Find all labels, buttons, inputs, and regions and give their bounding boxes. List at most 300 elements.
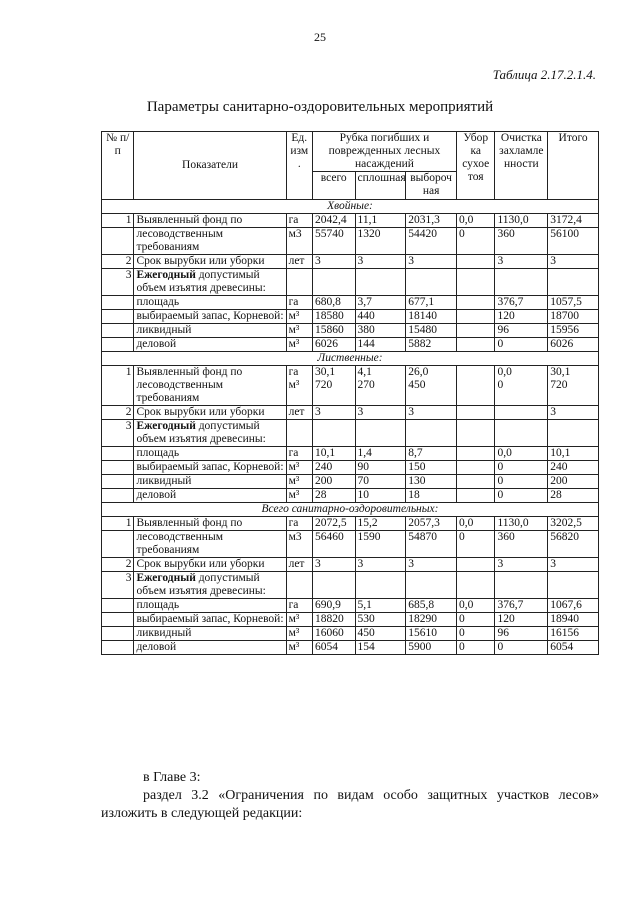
row-indicator bbox=[134, 558, 286, 572]
table-row bbox=[102, 572, 599, 599]
cell-value: 3 bbox=[357, 558, 364, 570]
row-indicator bbox=[134, 517, 286, 531]
value-cell bbox=[456, 406, 495, 420]
value-cell bbox=[406, 489, 457, 503]
value-cell bbox=[548, 641, 599, 655]
cell-value: 0 bbox=[497, 338, 504, 350]
row-indicator bbox=[134, 338, 286, 352]
value-cell bbox=[312, 324, 355, 338]
cell-value: 240 bbox=[314, 461, 333, 473]
cell-value: 376,7 bbox=[497, 296, 524, 308]
value-cell bbox=[548, 613, 599, 627]
unit-value: м³ bbox=[288, 338, 300, 350]
row-number bbox=[102, 461, 134, 475]
value-cell bbox=[355, 461, 406, 475]
table-row bbox=[102, 627, 599, 641]
cell-value: 6026 bbox=[314, 338, 338, 350]
cell-value: 5,1 bbox=[357, 599, 372, 611]
indicator-text: допустимый объем изъятия древесины: bbox=[136, 572, 266, 597]
unit-value: м³ bbox=[288, 641, 300, 653]
indicator-text: деловой bbox=[136, 338, 177, 350]
unit-value: м3 bbox=[288, 228, 302, 240]
cell-value: 0 bbox=[497, 489, 504, 501]
value-cell bbox=[456, 558, 495, 572]
value-cell bbox=[548, 420, 599, 447]
cell-value: 96 bbox=[497, 324, 509, 336]
unit-value: м³ bbox=[288, 613, 300, 625]
row-number bbox=[102, 475, 134, 489]
cell-value: 0,0 bbox=[497, 447, 512, 459]
cell-value: 3 bbox=[408, 255, 414, 267]
table-row bbox=[102, 324, 599, 338]
cell-value: 200 bbox=[550, 475, 568, 487]
cell-value: 2031,3 bbox=[408, 214, 440, 226]
row-indicator bbox=[134, 228, 286, 255]
value-cell bbox=[355, 572, 406, 599]
col-header-num: № п/п bbox=[102, 132, 134, 200]
value-cell bbox=[548, 447, 599, 461]
table-row bbox=[102, 366, 599, 406]
table-row bbox=[102, 214, 599, 228]
value-cell bbox=[548, 366, 599, 406]
value-cell bbox=[312, 572, 355, 599]
value-cell bbox=[495, 228, 548, 255]
value-cell bbox=[495, 572, 548, 599]
value-cell bbox=[456, 310, 495, 324]
value-cell bbox=[456, 489, 495, 503]
cell-value: 360 bbox=[497, 531, 515, 543]
row-unit bbox=[286, 366, 312, 406]
table-row bbox=[102, 517, 599, 531]
indicator-text: Выявленный фонд по bbox=[136, 517, 243, 529]
cell-value: 18700 bbox=[550, 310, 579, 322]
value-cell bbox=[456, 420, 495, 447]
value-cell bbox=[406, 558, 457, 572]
row-indicator bbox=[134, 420, 286, 447]
value-cell bbox=[406, 531, 457, 558]
value-cell bbox=[456, 324, 495, 338]
cell-value: 6054 bbox=[314, 641, 338, 653]
value-cell bbox=[355, 406, 406, 420]
cell-value: 0 bbox=[497, 641, 504, 653]
value-cell bbox=[456, 447, 495, 461]
row-unit bbox=[286, 214, 312, 228]
section-row bbox=[102, 503, 599, 517]
cell-value: 18580 bbox=[314, 310, 344, 322]
value-cell bbox=[406, 324, 457, 338]
value-cell bbox=[355, 366, 406, 406]
col-header-indicator: Показатели bbox=[134, 132, 286, 200]
cell-value: 1130,0 bbox=[497, 517, 529, 529]
row-unit bbox=[286, 475, 312, 489]
cell-value: 28 bbox=[314, 489, 327, 501]
table-row bbox=[102, 489, 599, 503]
value-cell bbox=[548, 296, 599, 310]
row-number bbox=[102, 489, 134, 503]
value-cell bbox=[355, 489, 406, 503]
cell-value: 16156 bbox=[550, 627, 579, 639]
value-cell bbox=[495, 296, 548, 310]
cell-value: 18940 bbox=[550, 613, 579, 625]
unit-value: лет bbox=[288, 406, 305, 418]
cell-value: 3 bbox=[497, 558, 504, 570]
cell-value: 1,4 bbox=[357, 447, 372, 459]
row-unit bbox=[286, 599, 312, 613]
cell-value: 2072,5 bbox=[314, 517, 347, 529]
cell-value: 15,2 bbox=[357, 517, 378, 529]
value-cell bbox=[495, 255, 548, 269]
row-unit bbox=[286, 255, 312, 269]
cell-value: 685,8 bbox=[408, 599, 435, 611]
value-cell bbox=[406, 406, 457, 420]
indicator-text: Выявленный фонд по bbox=[136, 214, 243, 226]
unit-value: м³ bbox=[288, 489, 300, 501]
row-unit bbox=[286, 324, 312, 338]
value-cell bbox=[406, 310, 457, 324]
value-cell bbox=[548, 214, 599, 228]
table-row bbox=[102, 296, 599, 310]
cell-value: 0,0 bbox=[458, 214, 474, 226]
unit-value: лет bbox=[288, 558, 305, 570]
cell-value: 530 bbox=[357, 613, 375, 625]
indicator-text: ликвидный bbox=[136, 324, 192, 336]
value-cell bbox=[312, 296, 355, 310]
row-number bbox=[102, 599, 134, 613]
value-cell bbox=[406, 461, 457, 475]
cell-value: 440 bbox=[357, 310, 375, 322]
col-header-total: всего bbox=[312, 172, 355, 200]
cell-value: 5882 bbox=[408, 338, 432, 350]
col-header-unit: Ед. изм . bbox=[286, 132, 312, 200]
value-cell bbox=[456, 228, 495, 255]
cell-value: 5900 bbox=[408, 641, 432, 653]
indicator-bold: Ежегодный bbox=[136, 572, 196, 584]
value-cell bbox=[312, 420, 355, 447]
value-cell bbox=[548, 517, 599, 531]
value-cell bbox=[312, 599, 355, 613]
row-unit bbox=[286, 269, 312, 296]
row-indicator bbox=[134, 296, 286, 310]
value-cell bbox=[406, 517, 457, 531]
unit-value: м³ bbox=[288, 324, 300, 336]
value-cell bbox=[355, 517, 406, 531]
cell-value: 3172,4 bbox=[550, 214, 582, 226]
row-unit bbox=[286, 558, 312, 572]
value-cell bbox=[355, 475, 406, 489]
row-indicator bbox=[134, 324, 286, 338]
value-cell bbox=[456, 475, 495, 489]
cell-value-2: 720 bbox=[314, 379, 333, 391]
row-number bbox=[102, 228, 134, 255]
cell-value: 4,1 bbox=[357, 366, 372, 378]
value-cell bbox=[312, 406, 355, 420]
cell-value: 18820 bbox=[314, 613, 344, 625]
cell-value: 0 bbox=[458, 613, 465, 625]
value-cell bbox=[312, 255, 355, 269]
value-cell bbox=[548, 475, 599, 489]
unit-value: м³ bbox=[288, 310, 300, 322]
cell-value: 200 bbox=[314, 475, 333, 487]
row-indicator bbox=[134, 447, 286, 461]
indicator-text: выбираемый запас, Корневой: bbox=[136, 613, 284, 625]
cell-value: 56820 bbox=[550, 531, 579, 543]
value-cell bbox=[548, 531, 599, 558]
value-cell bbox=[495, 517, 548, 531]
value-cell bbox=[312, 214, 355, 228]
cell-value: 15956 bbox=[550, 324, 579, 336]
cell-value: 144 bbox=[357, 338, 375, 350]
row-number bbox=[102, 447, 134, 461]
cell-value: 3202,5 bbox=[550, 517, 582, 529]
section-title: Хвойные: bbox=[102, 200, 599, 214]
value-cell bbox=[312, 310, 355, 324]
value-cell bbox=[495, 627, 548, 641]
indicator-text: Выявленный фонд по лесоводственным требованиям bbox=[136, 366, 243, 404]
row-indicator bbox=[134, 406, 286, 420]
row-indicator bbox=[134, 475, 286, 489]
unit-value: га bbox=[288, 599, 299, 611]
row-indicator bbox=[134, 489, 286, 503]
table-row bbox=[102, 447, 599, 461]
value-cell bbox=[355, 627, 406, 641]
cell-value: 0 bbox=[458, 531, 465, 543]
value-cell bbox=[312, 338, 355, 352]
value-cell bbox=[548, 269, 599, 296]
cell-value-2: 0 bbox=[497, 379, 504, 391]
value-cell bbox=[456, 599, 495, 613]
value-cell bbox=[406, 627, 457, 641]
parameters-table bbox=[101, 131, 599, 655]
row-indicator bbox=[134, 627, 286, 641]
value-cell bbox=[495, 324, 548, 338]
cell-value: 56100 bbox=[550, 228, 579, 240]
cell-value: 154 bbox=[357, 641, 375, 653]
indicator-bold: Ежегодный bbox=[136, 269, 196, 281]
row-number: 1 bbox=[102, 517, 134, 531]
row-unit bbox=[286, 531, 312, 558]
unit-value: м³ bbox=[288, 627, 300, 639]
cell-value: 3 bbox=[357, 255, 364, 267]
value-cell bbox=[495, 613, 548, 627]
row-number: 1 bbox=[102, 214, 134, 228]
value-cell bbox=[312, 461, 355, 475]
row-number: 3 bbox=[102, 420, 134, 447]
section-row bbox=[102, 352, 599, 366]
value-cell bbox=[312, 489, 355, 503]
value-cell bbox=[495, 475, 548, 489]
row-unit bbox=[286, 641, 312, 655]
cell-value-2: 720 bbox=[550, 379, 568, 391]
cell-value: 360 bbox=[497, 228, 515, 240]
cell-value: 55740 bbox=[314, 228, 344, 240]
cell-value: 0 bbox=[458, 641, 465, 653]
value-cell bbox=[495, 420, 548, 447]
value-cell bbox=[495, 269, 548, 296]
value-cell bbox=[406, 420, 457, 447]
value-cell bbox=[548, 228, 599, 255]
cell-value: 677,1 bbox=[408, 296, 435, 308]
value-cell bbox=[312, 641, 355, 655]
row-indicator bbox=[134, 214, 286, 228]
cell-value: 1067,6 bbox=[550, 599, 582, 611]
unit-value: га bbox=[288, 296, 299, 308]
value-cell bbox=[355, 255, 406, 269]
cell-value: 8,7 bbox=[408, 447, 423, 459]
cell-value: 0 bbox=[497, 461, 504, 473]
row-number: 2 bbox=[102, 406, 134, 420]
value-cell bbox=[495, 489, 548, 503]
cell-value-2: 270 bbox=[357, 379, 375, 391]
value-cell bbox=[406, 475, 457, 489]
table-row bbox=[102, 338, 599, 352]
value-cell bbox=[312, 531, 355, 558]
value-cell bbox=[312, 558, 355, 572]
table-row bbox=[102, 310, 599, 324]
value-cell bbox=[495, 366, 548, 406]
cell-value: 15610 bbox=[408, 627, 437, 639]
unit-value: м³ bbox=[288, 461, 300, 473]
value-cell bbox=[312, 613, 355, 627]
table-row bbox=[102, 406, 599, 420]
value-cell bbox=[355, 447, 406, 461]
indicator-text: Срок вырубки или уборки bbox=[136, 406, 265, 418]
value-cell bbox=[495, 447, 548, 461]
value-cell bbox=[456, 366, 495, 406]
row-unit bbox=[286, 420, 312, 447]
value-cell bbox=[406, 255, 457, 269]
value-cell bbox=[495, 558, 548, 572]
value-cell bbox=[456, 531, 495, 558]
table-row bbox=[102, 255, 599, 269]
cell-value: 0 bbox=[497, 475, 504, 487]
cell-value: 150 bbox=[408, 461, 426, 473]
row-unit bbox=[286, 489, 312, 503]
cell-value: 10 bbox=[357, 489, 370, 501]
indicator-text: Срок вырубки или уборки bbox=[136, 255, 265, 267]
value-cell bbox=[495, 338, 548, 352]
value-cell bbox=[406, 366, 457, 406]
row-indicator bbox=[134, 269, 286, 296]
cell-value: 15860 bbox=[314, 324, 344, 336]
cell-value: 26,0 bbox=[408, 366, 429, 378]
paragraph-section: раздел 3.2 «Ограничения по видам особо защитных участков лесов» изложить в следующей редакции: bbox=[101, 788, 599, 821]
unit-value-2: м³ bbox=[288, 379, 300, 391]
table-row bbox=[102, 641, 599, 655]
cell-value: 0,0 bbox=[458, 517, 474, 529]
paragraph-chapter: в Главе 3: bbox=[143, 770, 201, 785]
table-body bbox=[102, 200, 599, 655]
row-unit bbox=[286, 310, 312, 324]
value-cell bbox=[406, 338, 457, 352]
row-indicator bbox=[134, 599, 286, 613]
value-cell bbox=[495, 310, 548, 324]
value-cell bbox=[312, 269, 355, 296]
cell-value: 54420 bbox=[408, 228, 437, 240]
value-cell bbox=[548, 324, 599, 338]
value-cell bbox=[456, 461, 495, 475]
value-cell bbox=[456, 627, 495, 641]
value-cell bbox=[406, 599, 457, 613]
cell-value: 3 bbox=[314, 255, 321, 267]
row-unit bbox=[286, 461, 312, 475]
value-cell bbox=[355, 310, 406, 324]
cell-value: 3 bbox=[314, 406, 321, 418]
row-number bbox=[102, 338, 134, 352]
cell-value: 3 bbox=[408, 406, 414, 418]
cell-value: 0,0 bbox=[497, 366, 512, 378]
cell-value: 240 bbox=[550, 461, 568, 473]
cell-value-2: 450 bbox=[408, 379, 426, 391]
cell-value: 30,1 bbox=[314, 366, 336, 378]
cell-value: 70 bbox=[357, 475, 370, 487]
page-number: 25 bbox=[314, 30, 326, 44]
value-cell bbox=[495, 599, 548, 613]
col-header-cleanup: Очистка захламле нности bbox=[495, 132, 548, 200]
table-row bbox=[102, 558, 599, 572]
indicator-text: лесоводственным требованиям bbox=[136, 531, 223, 556]
cell-value: 30,1 bbox=[550, 366, 571, 378]
cell-value: 3 bbox=[357, 406, 364, 418]
value-cell bbox=[495, 531, 548, 558]
value-cell bbox=[406, 572, 457, 599]
row-indicator bbox=[134, 641, 286, 655]
unit-value: лет bbox=[288, 255, 305, 267]
cell-value: 28 bbox=[550, 489, 562, 501]
value-cell bbox=[548, 599, 599, 613]
unit-value: га bbox=[288, 366, 299, 378]
row-number: 2 bbox=[102, 558, 134, 572]
row-unit bbox=[286, 517, 312, 531]
cell-value: 10,1 bbox=[550, 447, 571, 459]
row-indicator bbox=[134, 310, 286, 324]
value-cell bbox=[355, 531, 406, 558]
cell-value: 3 bbox=[497, 255, 504, 267]
row-number bbox=[102, 296, 134, 310]
row-unit bbox=[286, 572, 312, 599]
cell-value: 15480 bbox=[408, 324, 437, 336]
table-row bbox=[102, 420, 599, 447]
indicator-text: ликвидный bbox=[136, 475, 192, 487]
cell-value: 2057,3 bbox=[408, 517, 440, 529]
cell-value: 3 bbox=[550, 255, 556, 267]
cell-value: 10,1 bbox=[314, 447, 336, 459]
cell-value: 90 bbox=[357, 461, 370, 473]
row-unit bbox=[286, 296, 312, 310]
cell-value: 380 bbox=[357, 324, 375, 336]
cell-value: 2042,4 bbox=[314, 214, 347, 226]
indicator-text: выбираемый запас, Корневой: bbox=[136, 461, 284, 473]
value-cell bbox=[355, 599, 406, 613]
value-cell bbox=[548, 310, 599, 324]
row-unit bbox=[286, 406, 312, 420]
value-cell bbox=[406, 296, 457, 310]
row-number: 3 bbox=[102, 269, 134, 296]
indicator-text: Срок вырубки или уборки bbox=[136, 558, 265, 570]
indicator-text: лесоводственным требованиям bbox=[136, 228, 223, 253]
value-cell bbox=[406, 613, 457, 627]
value-cell bbox=[406, 641, 457, 655]
indicator-text: допустимый объем изъятия древесины: bbox=[136, 420, 266, 445]
row-number bbox=[102, 641, 134, 655]
cell-value: 18290 bbox=[408, 613, 437, 625]
cell-value: 16060 bbox=[314, 627, 344, 639]
cell-value: 6054 bbox=[550, 641, 574, 653]
table-label: Таблица 2.17.2.1.4. bbox=[492, 67, 596, 82]
value-cell bbox=[355, 641, 406, 655]
table-row bbox=[102, 599, 599, 613]
value-cell bbox=[355, 613, 406, 627]
section-title: Лиственные: bbox=[102, 352, 599, 366]
